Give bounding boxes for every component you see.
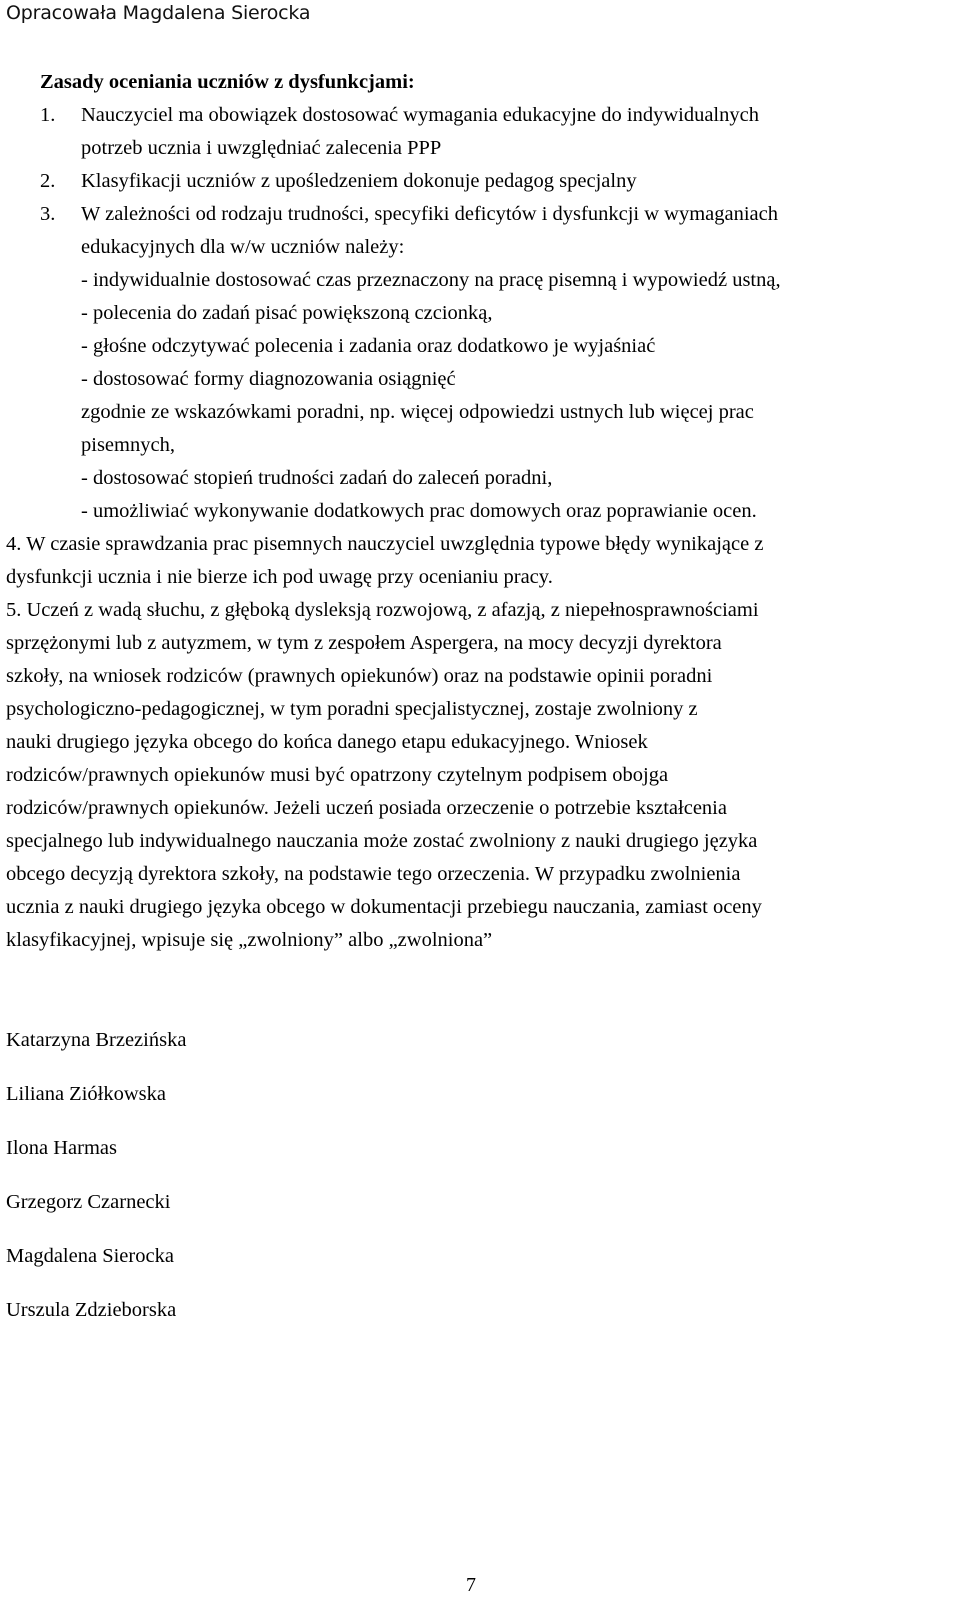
list-item-text: - polecenia do zadań pisać powiększoną czcionką, [81,302,493,324]
paragraph-line: nauki drugiego języka obcego do końca danego etapu edukacyjnego. Wniosek [6,731,648,753]
list-item-text: - głośne odczytywać polecenia i zadania oraz dodatkowo je wyjaśniać [81,335,656,357]
signature-list [6,1013,186,1337]
list-number: 2. [40,170,56,192]
signature-name: Katarzyna Brzezińska [6,1029,187,1051]
paragraph-line: specjalnego lub indywidualnego nauczania może zostać zwolniony z nauki drugiego języka [6,830,758,852]
list-item-2 [6,165,952,198]
list-item-text: pisemnych, [81,434,175,456]
list-item-text: - dostosować formy diagnozowania osiągnięć [81,368,456,390]
paragraph-5 [6,594,952,957]
list-item-1 [6,99,952,165]
list-number: 3. [40,203,56,225]
page-header-author: Opracowała Magdalena Sierocka [6,2,311,24]
document-body [6,66,952,957]
list-item-text: edukacyjnych dla w/w uczniów należy: [81,236,405,258]
signature-name: Liliana Ziółkowska [6,1083,166,1105]
paragraph-line: obcego decyzją dyrektora szkoły, na podstawie tego orzeczenia. W przypadku zwolnienia [6,863,741,885]
signature-name: Urszula Zdzieborska [6,1299,177,1321]
section-title: Zasady oceniania uczniów z dysfunkcjami: [40,71,415,93]
list-item-text: zgodnie ze wskazówkami poradni, np. więcej odpowiedzi ustnych lub więcej prac [81,401,754,423]
page-number: 7 [466,1574,476,1596]
paragraph-line: rodziców/prawnych opiekunów musi być opatrzony czytelnym podpisem obojga [6,764,669,786]
paragraph-4 [6,528,952,594]
list-item-3 [6,198,952,528]
list-item-text: - umożliwiać wykonywanie dodatkowych prac domowych oraz poprawianie ocen. [81,500,757,522]
paragraph-line: 4. W czasie sprawdzania prac pisemnych nauczyciel uwzględnia typowe błędy wynikające z [6,533,764,555]
signature-name: Grzegorz Czarnecki [6,1191,171,1213]
paragraph-line: ucznia z nauki drugiego języka obcego w dokumentacji przebiegu nauczania, zamiast oceny [6,896,762,918]
paragraph-line: klasyfikacyjnej, wpisuje się „zwolniony” albo „zwolniona” [6,929,493,951]
paragraph-line: rodziców/prawnych opiekunów. Jeżeli uczeń posiada orzeczenie o potrzebie kształcenia [6,797,727,819]
list-item-text: Klasyfikacji uczniów z upośledzeniem dokonuje pedagog specjalny [81,170,637,192]
signature-name: Magdalena Sierocka [6,1245,174,1267]
paragraph-line: 5. Uczeń z wadą słuchu, z głęboką dysleksją rozwojową, z afazją, z niepełnosprawnościami [6,599,759,621]
list-item-text: - indywidualnie dostosować czas przeznaczony na pracę pisemną i wypowiedź ustną, [81,269,781,291]
list-number: 1. [40,104,56,126]
list-item-text: W zależności od rodzaju trudności, specyfiki deficytów i dysfunkcji w wymaganiach [81,203,778,225]
list-item-text: Nauczyciel ma obowiązek dostosować wymagania edukacyjne do indywidualnych [81,104,759,126]
paragraph-line: dysfunkcji ucznia i nie bierze ich pod uwagę przy ocenianiu pracy. [6,566,553,588]
list-item-text: - dostosować stopień trudności zadań do zaleceń poradni, [81,467,553,489]
list-item-text: potrzeb ucznia i uwzględniać zalecenia PPP [81,137,442,159]
paragraph-line: psychologiczno-pedagogicznej, w tym poradni specjalistycznej, zostaje zwolniony z [6,698,698,720]
paragraph-line: szkoły, na wniosek rodziców (prawnych opiekunów) oraz na podstawie opinii poradni [6,665,713,687]
signature-name: Ilona Harmas [6,1137,117,1159]
paragraph-line: sprzężonymi lub z autyzmem, w tym z zespołem Aspergera, na mocy decyzji dyrektora [6,632,722,654]
